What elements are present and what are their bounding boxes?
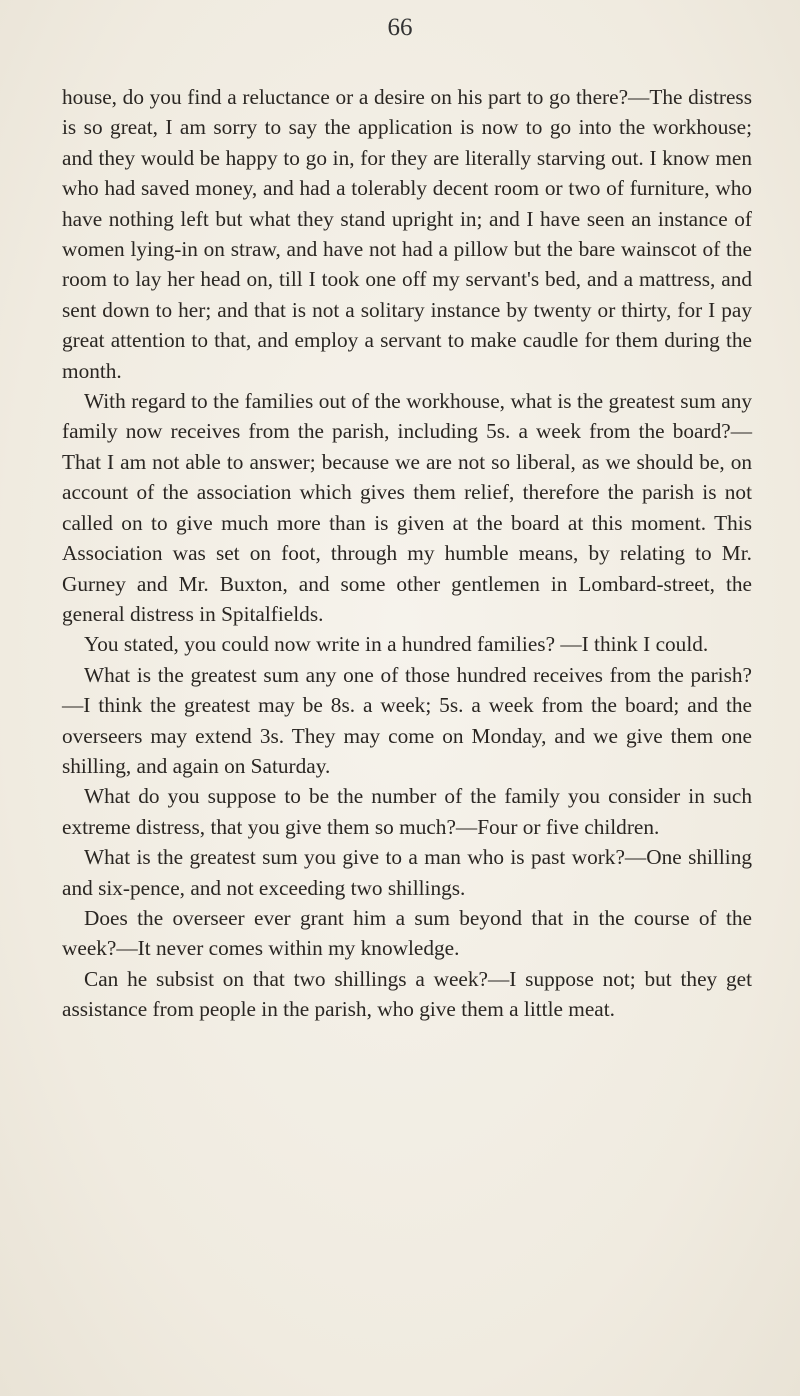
page-number: 66 <box>387 14 413 41</box>
paragraph: house, do you find a reluctance or a desire on his part to go there?—The distress is so great, I am sorry to say the application is now to go into the workhouse; and they would be happy to go in, for they are literally starving out. I know men who had saved money, and had a tolerably decent room or two of furniture, who have nothing left but what they stand upright in; and I have seen an instance of women lying-in on straw, and have not had a pillow but the bare wainscot of the room to lay her head on, till I took one off my servant's bed, and a mattress, and sent down to her; and that is not a solitary instance by twenty or thirty, for I pay great attention to that, and employ a servant to make caudle for them during the month. <box>62 85 752 383</box>
paragraph: You stated, you could now write in a hundred families? —I think I could. <box>84 632 709 657</box>
paragraph: What is the greatest sum any one of those hundred receives from the parish?—I think the greatest may be 8s. a week; 5s. a week from the board; and the overseers may extend 3s. They may come on Monday, and we give them one shilling, and again on Saturday. <box>62 662 752 778</box>
paragraph: Can he subsist on that two shillings a week?—I suppose not; but they get assistance from people in the parish, who give them a little meat. <box>62 966 752 1022</box>
paragraph: What is the greatest sum you give to a man who is past work?—One shilling and six-pence, and not exceeding two shillings. <box>62 845 752 900</box>
body-text <box>62 82 752 1025</box>
paragraph: Does the overseer ever grant him a sum beyond that in the course of the week?—It never comes within my knowledge. <box>62 905 752 961</box>
paragraph: With regard to the families out of the workhouse, what is the greatest sum any family now receives from the parish, including 5s. a week from the board?—That I am not able to answer; because we are not so liberal, as we should be, on account of the association which gives them relief, therefore the parish is not called on to give much more than is given at the board at this moment. This Association was set on foot, through my humble means, by relating to Mr. Gurney and Mr. Buxton, and some other gentlemen in Lombard-street, the general distress in Spitalfields. <box>62 389 752 626</box>
paragraph: What do you suppose to be the number of the family you consider in such extreme distress, that you give them so much?—Four or five children. <box>62 784 752 839</box>
